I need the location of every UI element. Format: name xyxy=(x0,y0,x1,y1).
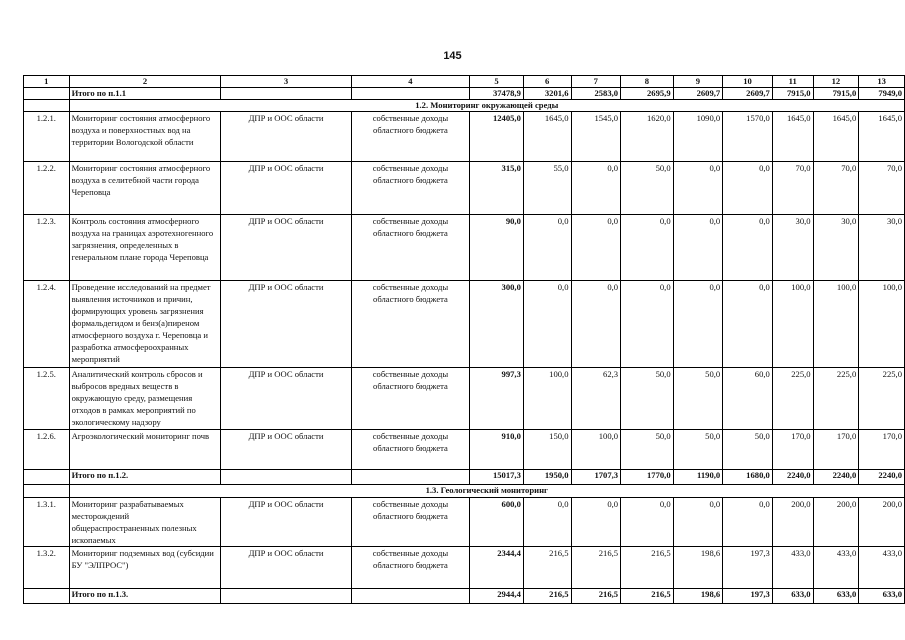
row-code-cell xyxy=(24,470,70,485)
value-col-11: 70,0 xyxy=(772,162,813,215)
value-col-6: 0,0 xyxy=(523,281,571,368)
value-col-6: 150,0 xyxy=(523,430,571,470)
value-col-11: 2240,0 xyxy=(772,470,813,485)
value-col-5: 2344,4 xyxy=(470,547,524,589)
source-cell: собственные доходы областного бюджета xyxy=(351,430,470,470)
value-col-8: 216,5 xyxy=(621,589,674,604)
row-code: 1.2.1. xyxy=(24,112,70,162)
executor-cell xyxy=(221,88,351,100)
value-col-10: 0,0 xyxy=(723,215,773,281)
value-col-9: 2609,7 xyxy=(673,88,723,100)
row-code-cell xyxy=(24,88,70,100)
value-col-12: 2240,0 xyxy=(813,470,859,485)
subtotal-row xyxy=(24,470,905,485)
subtotal-label: Итого по п.1.3. xyxy=(69,589,221,604)
section-code-cell xyxy=(24,485,70,498)
value-col-7: 1707,3 xyxy=(571,470,621,485)
value-col-12: 70,0 xyxy=(813,162,859,215)
value-col-13: 225,0 xyxy=(859,368,905,430)
value-col-6: 1645,0 xyxy=(523,112,571,162)
measure-name: Аналитический контроль сбросов и выбросов вредных веществ в окружающую среду, размещения отходов в рамках мероприятий по экологическому надзору xyxy=(69,368,221,430)
value-col-11: 100,0 xyxy=(772,281,813,368)
value-col-8: 50,0 xyxy=(621,162,674,215)
value-col-12: 7915,0 xyxy=(813,88,859,100)
value-col-5: 15017,3 xyxy=(470,470,524,485)
section-header-row xyxy=(24,100,905,112)
value-col-8: 216,5 xyxy=(621,547,674,589)
value-col-7: 2583,0 xyxy=(571,88,621,100)
source-cell: собственные доходы областного бюджета xyxy=(351,368,470,430)
value-col-12: 200,0 xyxy=(813,498,859,547)
source-cell: собственные доходы областного бюджета xyxy=(351,498,470,547)
value-col-13: 70,0 xyxy=(859,162,905,215)
value-col-12: 1645,0 xyxy=(813,112,859,162)
value-col-10: 197,3 xyxy=(723,589,773,604)
value-col-12: 100,0 xyxy=(813,281,859,368)
value-col-8: 1620,0 xyxy=(621,112,674,162)
value-col-12: 30,0 xyxy=(813,215,859,281)
column-number-4: 4 xyxy=(351,76,470,88)
source-cell xyxy=(351,589,470,604)
value-col-12: 225,0 xyxy=(813,368,859,430)
source-cell: собственные доходы областного бюджета xyxy=(351,281,470,368)
value-col-6: 216,5 xyxy=(523,589,571,604)
value-col-11: 433,0 xyxy=(772,547,813,589)
value-col-6: 55,0 xyxy=(523,162,571,215)
value-col-9: 0,0 xyxy=(673,162,723,215)
value-col-7: 0,0 xyxy=(571,162,621,215)
row-code: 1.3.2. xyxy=(24,547,70,589)
measure-name: Проведение исследований на предмет выявления источников и причин, формирующих уровень загрязнения формальдегидом и бенз(а)пиреном атмосферного воздуха г. Череповца и разработка атмосфероохранных мероприятий xyxy=(69,281,221,368)
value-col-9: 0,0 xyxy=(673,498,723,547)
executor-cell: ДПР и ООС области xyxy=(221,498,351,547)
value-col-7: 216,5 xyxy=(571,589,621,604)
value-col-8: 50,0 xyxy=(621,368,674,430)
column-number-row xyxy=(24,76,905,88)
row-code: 1.2.6. xyxy=(24,430,70,470)
row-code: 1.2.3. xyxy=(24,215,70,281)
table-row xyxy=(24,281,905,368)
value-col-13: 200,0 xyxy=(859,498,905,547)
value-col-7: 0,0 xyxy=(571,281,621,368)
subtotal-label: Итого по п.1.2. xyxy=(69,470,221,485)
subtotal-row xyxy=(24,88,905,100)
column-number-1: 1 xyxy=(24,76,70,88)
value-col-6: 100,0 xyxy=(523,368,571,430)
value-col-10: 50,0 xyxy=(723,430,773,470)
column-number-5: 5 xyxy=(470,76,524,88)
value-col-7: 100,0 xyxy=(571,430,621,470)
page-number: 145 xyxy=(443,50,462,62)
executor-cell: ДПР и ООС области xyxy=(221,547,351,589)
value-col-5: 910,0 xyxy=(470,430,524,470)
value-col-6: 0,0 xyxy=(523,215,571,281)
row-code: 1.2.2. xyxy=(24,162,70,215)
executor-cell: ДПР и ООС области xyxy=(221,368,351,430)
value-col-10: 0,0 xyxy=(723,162,773,215)
table-row xyxy=(24,215,905,281)
value-col-8: 0,0 xyxy=(621,281,674,368)
value-col-10: 197,3 xyxy=(723,547,773,589)
column-number-11: 11 xyxy=(772,76,813,88)
value-col-11: 1645,0 xyxy=(772,112,813,162)
section-header-row xyxy=(24,485,905,498)
measure-name: Мониторинг состояния атмосферного воздуха в селитебной части города Череповца xyxy=(69,162,221,215)
value-col-7: 62,3 xyxy=(571,368,621,430)
table-row xyxy=(24,112,905,162)
value-col-5: 997,3 xyxy=(470,368,524,430)
value-col-11: 7915,0 xyxy=(772,88,813,100)
value-col-11: 633,0 xyxy=(772,589,813,604)
value-col-9: 198,6 xyxy=(673,547,723,589)
value-col-6: 0,0 xyxy=(523,498,571,547)
value-col-11: 225,0 xyxy=(772,368,813,430)
table-row xyxy=(24,368,905,430)
row-code: 1.3.1. xyxy=(24,498,70,547)
section-title: 1.2. Мониторинг окружающей среды xyxy=(69,100,904,112)
value-col-9: 50,0 xyxy=(673,430,723,470)
source-cell: собственные доходы областного бюджета xyxy=(351,162,470,215)
row-code: 1.2.4. xyxy=(24,281,70,368)
value-col-7: 216,5 xyxy=(571,547,621,589)
measure-name: Мониторинг разрабатываемых месторождений общераспространенных полезных ископаемых xyxy=(69,498,221,547)
value-col-13: 30,0 xyxy=(859,215,905,281)
section-title: 1.3. Геологический мониторинг xyxy=(69,485,904,498)
value-col-7: 0,0 xyxy=(571,215,621,281)
value-col-8: 0,0 xyxy=(621,498,674,547)
value-col-7: 1545,0 xyxy=(571,112,621,162)
executor-cell: ДПР и ООС области xyxy=(221,162,351,215)
executor-cell: ДПР и ООС области xyxy=(221,430,351,470)
subtotal-label: Итого по п.1.1 xyxy=(69,88,221,100)
value-col-10: 0,0 xyxy=(723,281,773,368)
value-col-5: 37478,9 xyxy=(470,88,524,100)
value-col-5: 600,0 xyxy=(470,498,524,547)
source-cell xyxy=(351,470,470,485)
value-col-12: 633,0 xyxy=(813,589,859,604)
value-col-13: 1645,0 xyxy=(859,112,905,162)
value-col-13: 170,0 xyxy=(859,430,905,470)
value-col-12: 170,0 xyxy=(813,430,859,470)
table-row xyxy=(24,498,905,547)
column-number-8: 8 xyxy=(621,76,674,88)
section-code-cell xyxy=(24,100,70,112)
column-number-13: 13 xyxy=(859,76,905,88)
value-col-11: 200,0 xyxy=(772,498,813,547)
value-col-6: 216,5 xyxy=(523,547,571,589)
value-col-13: 7949,0 xyxy=(859,88,905,100)
value-col-10: 60,0 xyxy=(723,368,773,430)
column-number-7: 7 xyxy=(571,76,621,88)
value-col-9: 1090,0 xyxy=(673,112,723,162)
value-col-5: 315,0 xyxy=(470,162,524,215)
column-number-6: 6 xyxy=(523,76,571,88)
value-col-13: 2240,0 xyxy=(859,470,905,485)
executor-cell xyxy=(221,470,351,485)
value-col-6: 3201,6 xyxy=(523,88,571,100)
subtotal-row xyxy=(24,589,905,604)
measure-name: Мониторинг состояния атмосферного воздуха и поверхностных вод на территории Вологодской области xyxy=(69,112,221,162)
value-col-8: 0,0 xyxy=(621,215,674,281)
row-code-cell xyxy=(24,589,70,604)
value-col-5: 90,0 xyxy=(470,215,524,281)
source-cell: собственные доходы областного бюджета xyxy=(351,547,470,589)
source-cell xyxy=(351,88,470,100)
measure-name: Мониторинг подземных вод (субсидии БУ "ЭЛПРОС") xyxy=(69,547,221,589)
value-col-9: 50,0 xyxy=(673,368,723,430)
table-row xyxy=(24,547,905,589)
value-col-5: 300,0 xyxy=(470,281,524,368)
value-col-5: 12405,0 xyxy=(470,112,524,162)
column-number-12: 12 xyxy=(813,76,859,88)
column-number-10: 10 xyxy=(723,76,773,88)
source-cell: собственные доходы областного бюджета xyxy=(351,112,470,162)
value-col-11: 30,0 xyxy=(772,215,813,281)
value-col-11: 170,0 xyxy=(772,430,813,470)
value-col-10: 2609,7 xyxy=(723,88,773,100)
column-number-2: 2 xyxy=(69,76,221,88)
column-number-9: 9 xyxy=(673,76,723,88)
value-col-9: 198,6 xyxy=(673,589,723,604)
value-col-9: 0,0 xyxy=(673,215,723,281)
value-col-7: 0,0 xyxy=(571,498,621,547)
value-col-8: 1770,0 xyxy=(621,470,674,485)
executor-cell: ДПР и ООС области xyxy=(221,281,351,368)
measure-name: Контроль состояния атмосферного воздуха на границах аэротехногенного загрязнения, определенных в генеральном плане города Череповца xyxy=(69,215,221,281)
value-col-13: 633,0 xyxy=(859,589,905,604)
value-col-12: 433,0 xyxy=(813,547,859,589)
value-col-9: 1190,0 xyxy=(673,470,723,485)
value-col-10: 1680,0 xyxy=(723,470,773,485)
table-row xyxy=(24,162,905,215)
column-number-3: 3 xyxy=(221,76,351,88)
source-cell: собственные доходы областного бюджета xyxy=(351,215,470,281)
value-col-13: 433,0 xyxy=(859,547,905,589)
executor-cell: ДПР и ООС области xyxy=(221,112,351,162)
row-code: 1.2.5. xyxy=(24,368,70,430)
measure-name: Агроэкологический мониторинг почв xyxy=(69,430,221,470)
executor-cell xyxy=(221,589,351,604)
value-col-6: 1950,0 xyxy=(523,470,571,485)
value-col-5: 2944,4 xyxy=(470,589,524,604)
value-col-10: 0,0 xyxy=(723,498,773,547)
budget-table xyxy=(23,75,905,604)
value-col-8: 50,0 xyxy=(621,430,674,470)
executor-cell: ДПР и ООС области xyxy=(221,215,351,281)
table-row xyxy=(24,430,905,470)
value-col-8: 2695,9 xyxy=(621,88,674,100)
value-col-9: 0,0 xyxy=(673,281,723,368)
value-col-13: 100,0 xyxy=(859,281,905,368)
value-col-10: 1570,0 xyxy=(723,112,773,162)
